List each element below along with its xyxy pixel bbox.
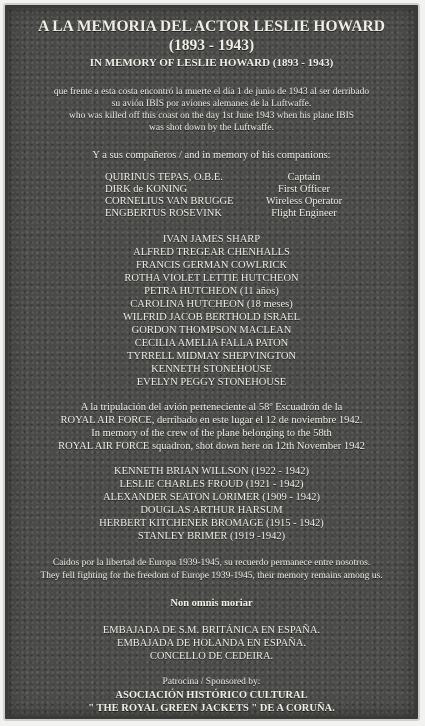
embassy-line: EMBAJADA DE S.M. BRITÁNICA EN ESPAÑA.	[102, 625, 321, 636]
sponsor-org-line-2: " THE ROYAL GREEN JACKETS " DE A CORUÑA.	[88, 703, 335, 714]
intro-es-line-2: su avión IBIS por aviones alemanes de la Luftwaffe.	[111, 99, 312, 109]
memorial-plaque	[3, 3, 420, 721]
europe-text-en: They fell fighting for the freedom of Europe 1939-1945, their memory remains among us.	[40, 571, 383, 581]
raf-text-en-line-1: In memory of the crew of the plane belonging to the 58th	[91, 428, 332, 439]
crew-name: DIRK de KONING	[105, 184, 188, 195]
passenger-name: EVELYN PEGGY STONEHOUSE	[136, 377, 287, 388]
intro-en-line-2: was shot down by the Luftwaffe.	[149, 123, 274, 133]
raf-text-es-line-1: A la tripulación del avión perteneciente al 58º Escuadrón de la	[80, 402, 343, 413]
passenger-name: IVAN JAMES SHARP	[162, 234, 261, 245]
raf-text-en-line-2: ROYAL AIR FORCE squadron, shot down here on 12th November 1942	[58, 441, 365, 452]
raf-crew-name: ALEXANDER SEATON LORIMER (1909 - 1942)	[102, 492, 321, 503]
intro-en-line-1: who was killed off this coast on the day 1st June 1943 when his plane IBIS	[68, 111, 355, 121]
crew-name: CORNELIUS VAN BRUGGE	[105, 196, 234, 207]
intro-es-line-1: que frente a esta costa encontró la muerte el día 1 de junio de 1943 al ser derribado	[53, 87, 370, 97]
passenger-name: CAROLINA HUTCHEON (18 meses)	[130, 299, 293, 310]
motto: Non omnis moriar	[170, 598, 253, 609]
crew-name: ENGBERTUS ROSEVINK	[105, 208, 222, 219]
plaque-title: A LA MEMORIA DEL ACTOR LESLIE HOWARD	[38, 18, 385, 35]
crew-name: QUIRINUS TEPAS, O.B.E.	[105, 172, 223, 183]
passenger-name: CECILIA AMELIA FALLA PATON	[134, 338, 289, 349]
passenger-name: ROTHA VIOLET LETTIE HUTCHEON	[124, 273, 299, 284]
passenger-name: PETRA HUTCHEON (11 años)	[144, 286, 279, 297]
passenger-name: ALFRED TREGEAR CHENHALLS	[133, 247, 290, 258]
passenger-name: FRANCIS GERMAN COWLRICK	[135, 260, 288, 271]
embassy-line: CONCELLO DE CEDEIRA.	[149, 651, 274, 662]
embassy-line: EMBAJADA DE HOLANDA EN ESPAÑA.	[117, 638, 306, 649]
raf-crew-name: LESLIE CHARLES FROUD (1921 - 1942)	[119, 479, 304, 490]
passenger-name: WILFRID JACOB BERTHOLD ISRAEL	[123, 312, 300, 323]
sponsor-label: Patrocina / Sponsored by:	[162, 677, 261, 687]
passenger-name: TYRRELL MIDMAY SHEPVINGTON	[127, 351, 296, 362]
plaque-english-title: IN MEMORY OF LESLIE HOWARD (1893 - 1943)	[89, 57, 334, 69]
raf-crew-name: DOUGLAS ARTHUR HARSUM	[140, 505, 283, 516]
raf-crew-name: KENNETH BRIAN WILLSON (1922 - 1942)	[114, 466, 309, 477]
europe-text-es: Caídos por la libertad de Europa 1939-1945, su recuerdo permanece entre nosotros.	[52, 558, 371, 568]
sponsor-org-line-1: ASOCIACIÓN HISTÓRICO CULTURAL	[115, 690, 308, 701]
passenger-name: GORDON THOMPSON MACLEAN	[131, 325, 292, 336]
crew-role: Captain	[287, 172, 321, 183]
raf-text-es-line-2: ROYAL AIR FORCE, derribado en este lugar el 12 de noviembre 1942.	[60, 415, 363, 426]
crew-role: Wireless Operator	[265, 196, 343, 207]
companions-heading: Y a sus compañeros / and in memory of his companions:	[92, 150, 331, 161]
passenger-name: KENNETH STONEHOUSE	[151, 364, 272, 375]
raf-crew-name: HERBERT KITCHENER BROMAGE (1915 - 1942)	[99, 518, 324, 529]
raf-crew-name: STANLEY BRIMER (1919 -1942)	[137, 531, 286, 542]
crew-role: Flight Engineer	[271, 208, 337, 219]
plaque-years: (1893 - 1943)	[168, 37, 255, 54]
crew-role: First Officer	[277, 184, 330, 195]
